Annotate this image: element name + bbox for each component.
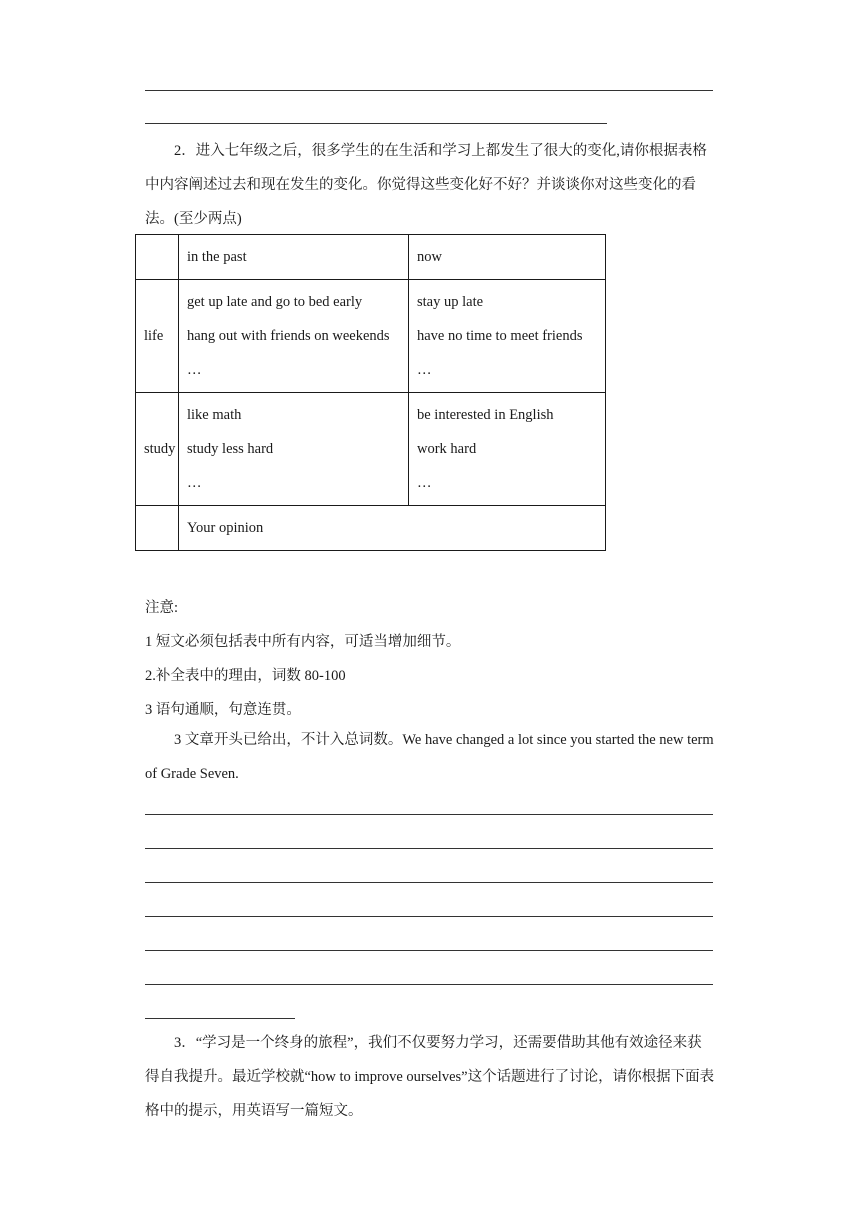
- header-past-cell: in the past: [179, 235, 409, 280]
- list-item: hang out with friends on weekends: [187, 328, 390, 344]
- changes-table: [135, 234, 606, 551]
- answer-line: [145, 916, 713, 917]
- answer-line: [145, 950, 713, 951]
- list-item: stay up late: [417, 294, 484, 310]
- question-2-text: 2．进入七年级之后，很多学生的在生活和学习上都发生了很大的变化,请你根据表格中内容阐述过去和现在发生的变化。你觉得这些变化好不好？并谈谈你对这些变化的看法。(至少两点): [145, 143, 707, 227]
- question-3-text: 3．“学习是一个终身的旅程”，我们不仅要努力学习，还需要借助其他有效途径来获得自我提升。最近学校就“how to improve ourselves”这个话题进行了讨论，请你根据下面表格中的提示，用英语写一篇短文。: [145, 1035, 715, 1119]
- header-blank-cell: [136, 235, 179, 280]
- study-past-cell: [179, 393, 409, 506]
- list-item: study less hard: [187, 441, 274, 457]
- row-label-life: life: [136, 280, 179, 393]
- list-item: have no time to meet friends: [417, 328, 583, 344]
- table-row: [136, 506, 606, 551]
- answer-line: [145, 984, 713, 985]
- note-item: 2.补全表中的理由，词数 80-100: [145, 668, 346, 684]
- list-item: …: [187, 475, 202, 491]
- row-label-study: study: [136, 393, 179, 506]
- list-item: …: [187, 362, 202, 378]
- life-past-cell: [179, 280, 409, 393]
- list-item: like math: [187, 407, 242, 423]
- list-item: …: [417, 362, 432, 378]
- opinion-cell: Your opinion: [179, 506, 606, 551]
- start-sentence-note: 3 文章开头已给出，不计入总词数。We have changed a lot since you started the new term of Grade Seven.: [145, 732, 714, 782]
- answer-line: [145, 848, 713, 849]
- table-header-row: [136, 235, 606, 280]
- header-now-cell: now: [409, 235, 606, 280]
- opinion-blank-cell: [136, 506, 179, 551]
- answer-line: [145, 123, 607, 124]
- note-item: 3 语句通顺，句意连贯。: [145, 702, 301, 718]
- note-item: 1 短文必须包括表中所有内容，可适当增加细节。: [145, 634, 461, 650]
- answer-line: [145, 814, 713, 815]
- list-item: be interested in English: [417, 407, 554, 423]
- answer-line: [145, 882, 713, 883]
- study-now-cell: [409, 393, 606, 506]
- notes-title: 注意:: [145, 600, 179, 616]
- list-item: …: [417, 475, 432, 491]
- list-item: get up late and go to bed early: [187, 294, 363, 310]
- answer-line: [145, 1018, 295, 1019]
- table-row: [136, 393, 606, 506]
- list-item: work hard: [417, 441, 477, 457]
- table-row: [136, 280, 606, 393]
- answer-line: [145, 90, 713, 91]
- life-now-cell: [409, 280, 606, 393]
